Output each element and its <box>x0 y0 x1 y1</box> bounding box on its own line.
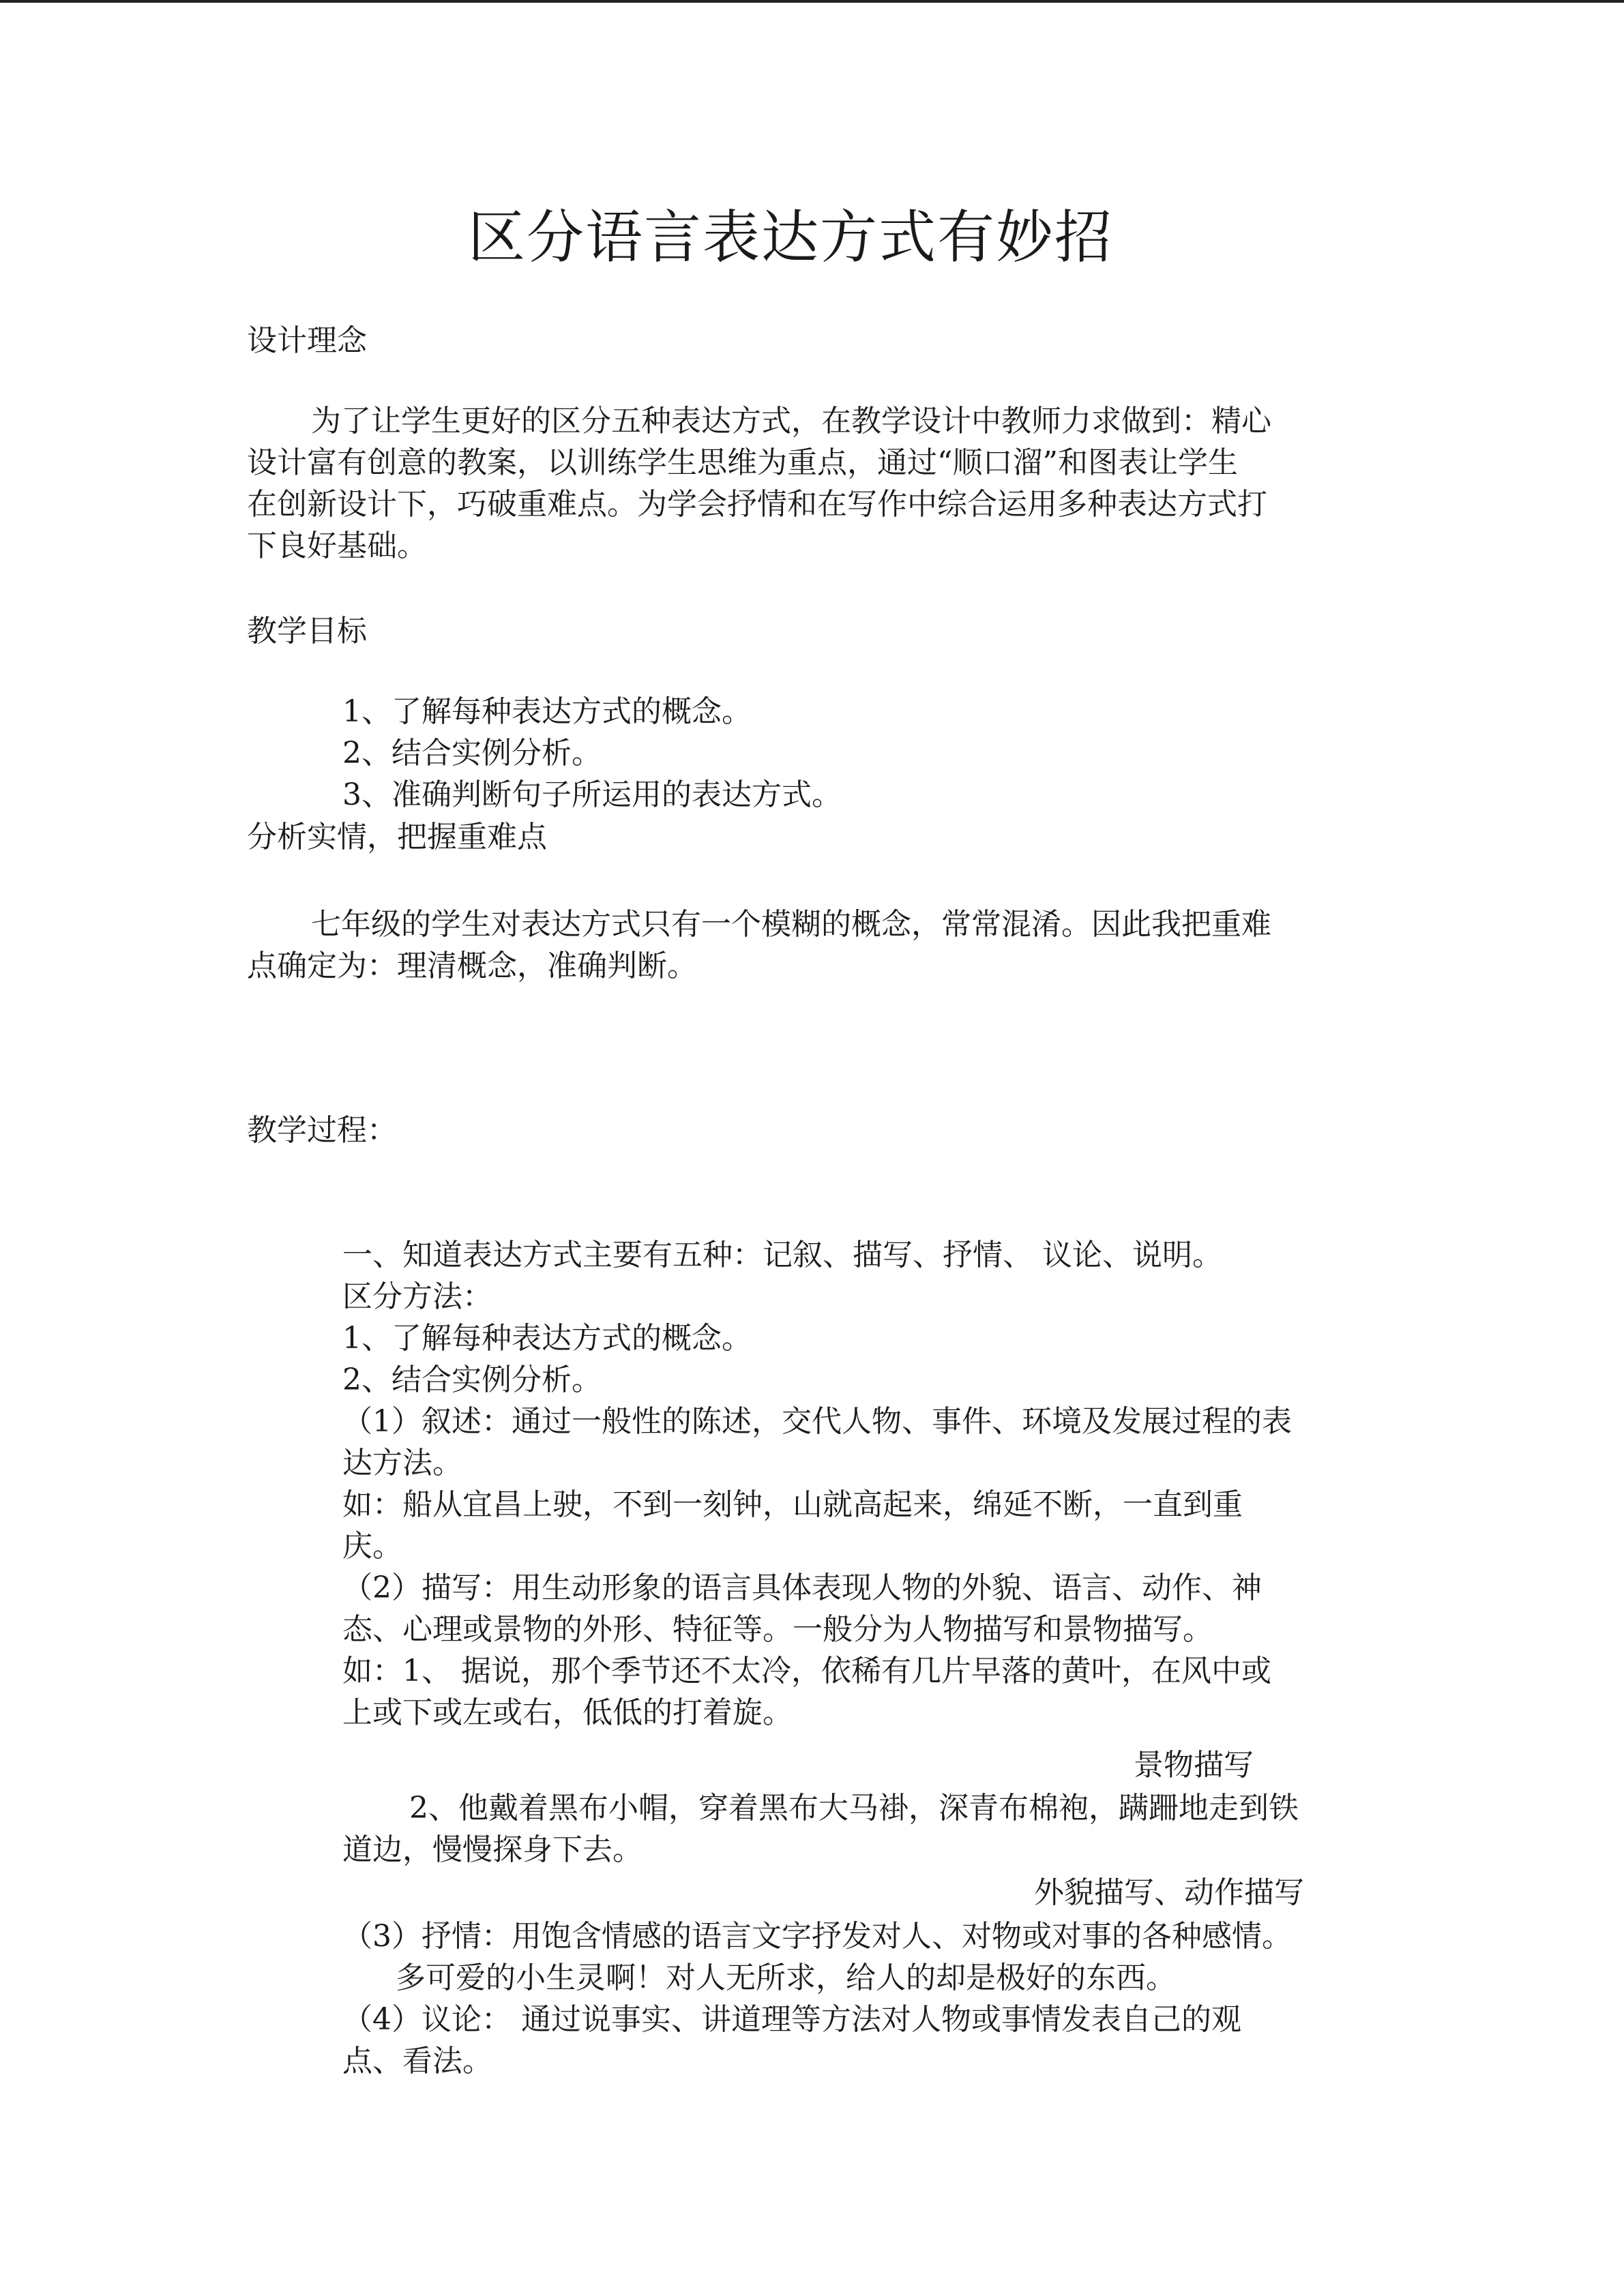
paragraph-line: 为了让学生更好的区分五种表达方式，在教学设计中教师力求做到：精心 <box>311 404 1271 438</box>
process-line: 如：1、 据说，那个季节还不太冷，依稀有几片早落的黄叶，在风中或 <box>342 1654 1271 1688</box>
section-heading-objectives: 教学目标 <box>247 614 367 648</box>
top-border-line <box>0 0 1624 3</box>
annotation-label: 景物描写 <box>1134 1748 1254 1783</box>
process-line: 如：船从宜昌上驶，不到一刻钟，山就高起来，绵延不断，一直到重 <box>342 1487 1243 1522</box>
paragraph-line: 下良好基础。 <box>247 528 427 563</box>
process-line: （3）抒情：用饱含情感的语言文字抒发对人、对物或对事的各种感情。 <box>342 1919 1292 1954</box>
objective-item: 1、了解每种表达方式的概念。 <box>342 694 752 729</box>
process-line: 上或下或左或右，低低的打着旋。 <box>342 1695 793 1730</box>
objective-item: 2、结合实例分析。 <box>342 736 602 771</box>
process-line: （4）议论： 通过说事实、讲道理等方法对人物或事情发表自己的观 <box>342 2002 1241 2037</box>
process-line: 态、心理或景物的外形、特征等。一般分为人物描写和景物描写。 <box>342 1612 1213 1647</box>
process-line: 2、结合实例分析。 <box>342 1362 602 1397</box>
process-line: 2、他戴着黑布小帽，穿着黑布大马褂，深青布棉袍，蹒跚地走到铁 <box>409 1791 1299 1825</box>
section-heading-process: 教学过程： <box>247 1113 397 1148</box>
process-line: 达方法。 <box>342 1446 462 1480</box>
page-title: 区分语言表达方式有妙招 <box>468 204 1114 271</box>
annotation-label: 外貌描写、动作描写 <box>1034 1875 1304 1910</box>
process-line: 区分方法： <box>342 1279 492 1314</box>
paragraph-line: 在创新设计下，巧破重难点。为学会抒情和在写作中综合运用多种表达方式打 <box>247 487 1267 522</box>
paragraph-line: 点确定为：理清概念，准确判断。 <box>247 949 697 983</box>
section-heading-analysis: 分析实情，把握重难点 <box>247 820 547 854</box>
paragraph-line: 七年级的学生对表达方式只有一个模糊的概念，常常混淆。因此我把重难 <box>311 907 1271 942</box>
process-line: 1、了解每种表达方式的概念。 <box>342 1321 752 1356</box>
process-line: （1）叙述：通过一般性的陈述，交代人物、事件、环境及发展过程的表 <box>342 1404 1292 1439</box>
process-line: 多可爱的小生灵啊！对人无所求，给人的却是极好的东西。 <box>396 1960 1176 1995</box>
process-line: 道边，慢慢探身下去。 <box>342 1832 643 1867</box>
objective-item: 3、准确判断句子所运用的表达方式。 <box>342 777 842 812</box>
process-line: 庆。 <box>342 1529 402 1564</box>
process-line: （2）描写：用生动形象的语言具体表现人物的外貌、语言、动作、神 <box>342 1570 1262 1605</box>
section-heading-design-concept: 设计理念 <box>247 323 367 358</box>
process-line: 一、知道表达方式主要有五种：记叙、描写、抒情、 议论、说明。 <box>342 1238 1222 1272</box>
paragraph-line: 设计富有创意的教案，以训练学生思维为重点，通过“顺口溜”和图表让学生 <box>247 445 1238 480</box>
process-line: 点、看法。 <box>342 2044 492 2078</box>
